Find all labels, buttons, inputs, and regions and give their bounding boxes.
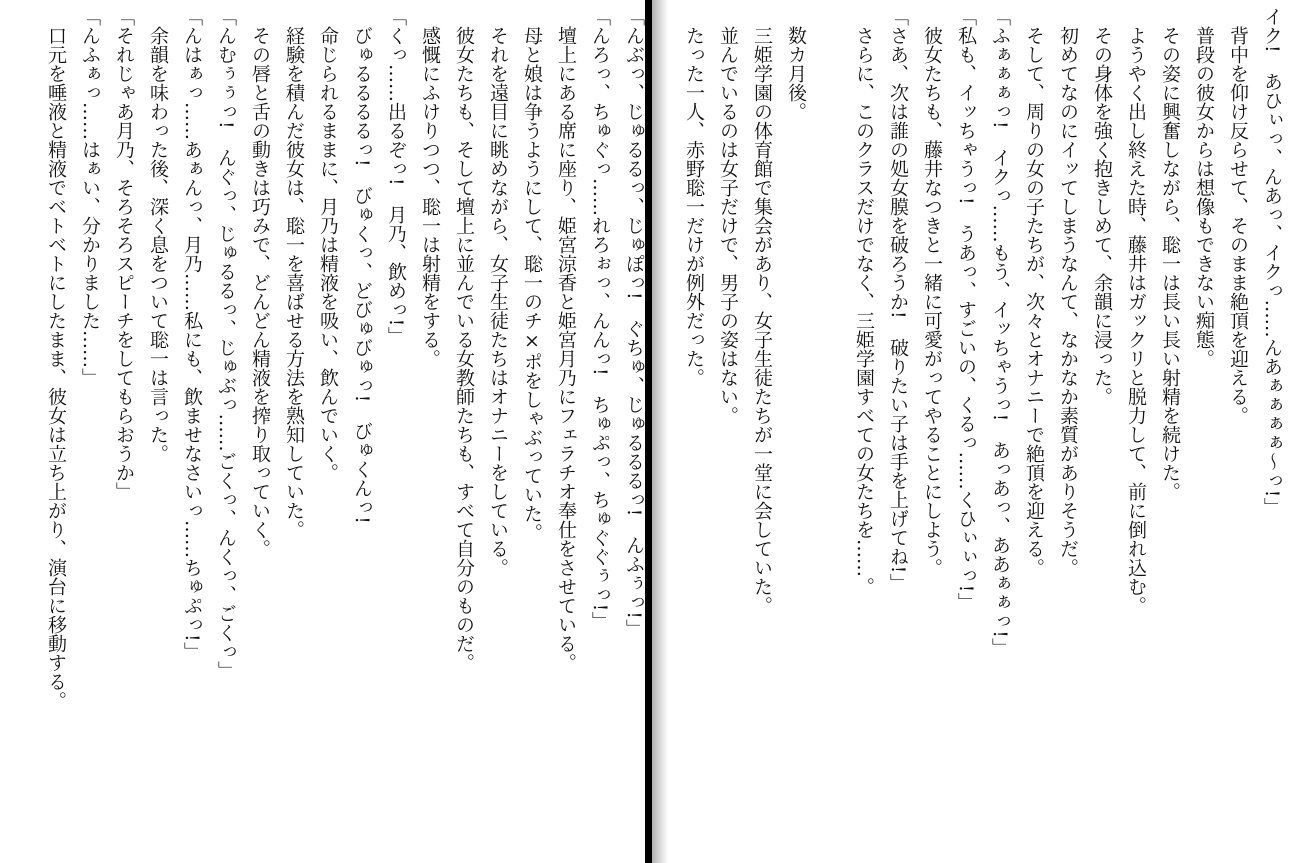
paragraph: 「んぶっ、じゅるるっ、じゅぽっ! ぐちゅ、じゅるるるっ! んふぅっ!」 <box>623 7 645 638</box>
paragraph: 並んでいるのは女子だけで、男子の姿はない。 <box>717 7 739 425</box>
paragraph: さらに、このクラスだけでなく、三姫学園すべての女たちを……。 <box>853 7 875 596</box>
paragraph: びゅるるるるっ! びゅくっ、どびゅびゅっ! びゅくんっ! <box>351 7 373 524</box>
paragraph: その唇と舌の動きは巧みで、どんどん精液を搾り取っていく。 <box>249 7 271 558</box>
paragraph: イク! あひぃっ、んあっ、イクっ……んあぁぁぁぁ〜っ!」 <box>1261 7 1283 517</box>
paragraph: 背中を仰け反らせて、そのまま絶頂を迎える。 <box>1227 7 1249 425</box>
paragraph: たった一人、赤野聡一だけが例外だった。 <box>683 7 705 387</box>
paragraph: ようやく出し終えた時、藤井はガックリと脱力して、前に倒れ込む。 <box>1125 7 1147 615</box>
paragraph: 「それじゃあ月乃、そろそろスピーチをしてもらおうか」 <box>113 7 135 501</box>
paragraph: 数カ月後。 <box>785 7 807 121</box>
paragraph: 「んむぅぅっ! んぐっ、じゅるるっ、じゅぶっ……ごくっ、んくっ、ごくっ」 <box>215 7 237 680</box>
paragraph: 「んふぁっ……はぁい、分かりました……」 <box>79 7 101 387</box>
page-right <box>659 0 1301 863</box>
paragraph: 「んろっ、ちゅぐっ……れろぉっ、んんっ! ちゅぷっ、ちゅぐぐぅっ!」 <box>589 7 611 631</box>
paragraph: 彼女たちも、藤井なつきと一緒に可愛がってやることにしよう。 <box>921 7 943 577</box>
paragraph: その身体を強く抱きしめて、余韻に浸った。 <box>1091 7 1113 406</box>
paragraph: 「んはぁっ……あぁんっ、月乃……私にも、飲ませなさいっ……ちゅぷっ!」 <box>181 7 203 661</box>
paragraph: 感慨にふけりつつ、聡一は射精をする。 <box>419 7 441 368</box>
paragraph: その姿に興奮しながら、聡一は長い長い射精を続けた。 <box>1159 7 1181 501</box>
paragraph: 普段の彼女からは想像もできない痴態。 <box>1193 7 1215 368</box>
paragraph: 三姫学園の体育館で集会があり、女子生徒たちが一堂に会していた。 <box>751 7 773 615</box>
paragraph: 初めてなのにイッてしまうなんて、なかなか素質がありそうだ。 <box>1057 7 1079 577</box>
paragraph: 壇上にある席に座り、姫宮涼香と姫宮月乃にフェラチオ奉仕をさせている。 <box>555 7 577 672</box>
paragraph: 口元を唾液と精液でベトベトにしたまま、彼女は立ち上がり、演台に移動する。 <box>45 7 67 710</box>
paragraph-blank <box>813 7 847 855</box>
paragraph: 経験を積んだ彼女は、聡一を喜ばせる方法を熟知していた。 <box>283 7 305 539</box>
paragraph: 「ふぁぁぁっ! イクっ……もう、イッちゃうっ! あっあっ、ああぁぁっ!」 <box>989 7 1011 657</box>
paragraph: そして、周りの女の子たちが、次々とオナニーで絶頂を迎える。 <box>1023 7 1045 577</box>
paragraph: それを遠目に眺めながら、女子生徒たちはオナニーをしている。 <box>487 7 509 577</box>
paragraph: 「私も、イッちゃうっ! うあっ、すごいの、くるっ……くひぃぃっ!」 <box>955 7 977 612</box>
paragraph: 余韻を味わった後、深く息をついて聡一は言った。 <box>147 7 169 463</box>
paragraph: 母と娘は争うようにして、聡一のチ×ポをしゃぶっていた。 <box>521 7 543 542</box>
paragraph: 「くっ……出るぞっ! 月乃、飲めっ!」 <box>385 7 407 346</box>
paragraph: 命じられるままに、月乃は精液を吸い、飲んでいく。 <box>317 7 339 482</box>
paragraph: 「さあ、次は誰の処女膜を破ろうか! 破りたい子は手を上げてね!」 <box>887 7 909 593</box>
paragraph: 彼女たちも、そして壇上に並んでいる女教師たちも、すべて自分のものだ。 <box>453 7 475 672</box>
